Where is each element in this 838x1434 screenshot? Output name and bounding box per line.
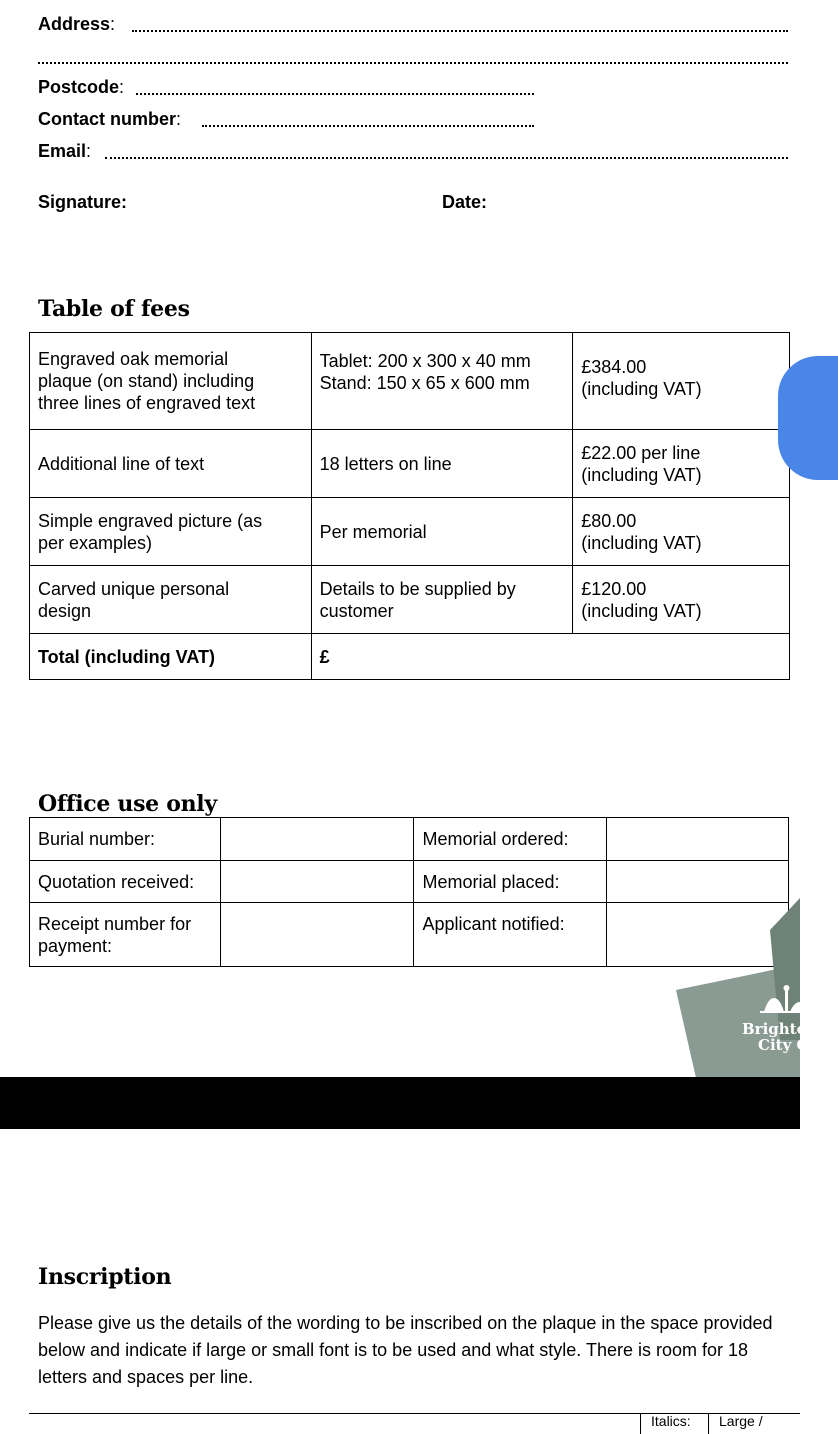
fees-item-text: per examples) bbox=[38, 532, 153, 553]
applicant-notified-label: Applicant notified: bbox=[414, 903, 607, 967]
fees-detail-cell bbox=[311, 498, 573, 566]
fees-row-additional-line bbox=[30, 430, 790, 498]
receipt-number-field[interactable] bbox=[220, 903, 414, 967]
fees-row-total bbox=[30, 634, 790, 680]
fees-item-text: three lines of engraved text bbox=[38, 393, 256, 413]
contact-number-dotted-line[interactable] bbox=[202, 125, 534, 127]
logo-text-line2: City C bbox=[758, 1036, 809, 1054]
inscription-table bbox=[29, 1413, 800, 1434]
address-dotted-line-2[interactable] bbox=[38, 62, 788, 64]
fees-price-text: £384.00 bbox=[581, 357, 647, 377]
fees-price-text: (including VAT) bbox=[581, 532, 702, 553]
fees-detail-text: customer bbox=[319, 600, 394, 621]
inscription-instructions: Please give us the details of the wording to be inscribed on the plaque in the space provided below and indicate if large or small font is to be used and what style. There is room for 18 letters and spaces per line. bbox=[38, 1313, 773, 1387]
fees-table bbox=[29, 332, 790, 680]
fees-price-text: £80.00 bbox=[581, 510, 637, 531]
office-use-title: Office use only bbox=[38, 791, 217, 817]
postcode-dotted-line[interactable] bbox=[136, 93, 534, 95]
fees-detail-text: Details to be supplied by bbox=[319, 578, 516, 599]
fees-price-cell bbox=[573, 498, 790, 566]
council-logo bbox=[672, 890, 818, 1078]
office-row-1 bbox=[30, 818, 789, 861]
quotation-received-label: Quotation received: bbox=[30, 861, 221, 903]
fees-total-label: Total (including VAT) bbox=[30, 634, 312, 680]
fees-item-text: Additional line of text bbox=[38, 453, 205, 474]
side-tab-handle[interactable] bbox=[778, 356, 838, 480]
large-small-column-header: Large / bbox=[708, 1414, 763, 1434]
receipt-number-label-line: Receipt number for bbox=[38, 914, 192, 934]
address-dotted-line-1[interactable] bbox=[132, 30, 788, 32]
fees-detail-cell bbox=[311, 566, 573, 634]
fees-price-cell bbox=[573, 333, 790, 430]
fees-item-cell bbox=[30, 498, 312, 566]
fees-price-text: (including VAT) bbox=[581, 600, 702, 621]
fees-total-value-field[interactable]: £ bbox=[311, 634, 789, 680]
burial-number-field[interactable] bbox=[220, 818, 414, 861]
fees-item-text: Engraved oak memorial bbox=[38, 349, 229, 369]
fees-item-cell bbox=[30, 566, 312, 634]
fees-detail-text: Tablet: 200 x 300 x 40 mm bbox=[319, 351, 531, 371]
memorial-ordered-label: Memorial ordered: bbox=[414, 818, 607, 861]
fees-item-cell bbox=[30, 430, 312, 498]
quotation-received-field[interactable] bbox=[220, 861, 414, 903]
burial-number-label: Burial number: bbox=[30, 818, 221, 861]
fees-price-text: (including VAT) bbox=[581, 464, 702, 485]
logo-text-line1: Brighton bbox=[742, 1020, 818, 1038]
signature-label: Signature: bbox=[38, 192, 128, 212]
postcode-field-label: Postcode: bbox=[38, 77, 125, 97]
fees-detail-text: Stand: 150 x 65 x 600 mm bbox=[319, 373, 530, 393]
page-break-band bbox=[0, 1077, 800, 1129]
fees-detail-text: 18 letters on line bbox=[319, 453, 452, 474]
fees-row-carved-design bbox=[30, 566, 790, 634]
email-field-label: Email: bbox=[38, 141, 92, 161]
email-dotted-line[interactable] bbox=[105, 157, 788, 159]
fees-price-cell bbox=[573, 566, 790, 634]
fees-item-text: Simple engraved picture (as bbox=[38, 510, 263, 531]
receipt-number-label bbox=[30, 903, 221, 967]
fees-price-cell bbox=[573, 430, 790, 498]
inscription-title: Inscription bbox=[38, 1264, 172, 1290]
fees-item-text: Carved unique personal bbox=[38, 578, 230, 599]
italics-column-header: Italics: bbox=[640, 1414, 691, 1434]
address-field-label: Address: bbox=[38, 14, 116, 34]
fees-table-title: Table of fees bbox=[38, 296, 190, 322]
fees-item-text: plaque (on stand) including bbox=[38, 371, 255, 391]
fees-detail-cell bbox=[311, 333, 573, 430]
fees-row-engraved-picture bbox=[30, 498, 790, 566]
fees-row-oak-plaque bbox=[30, 333, 790, 430]
memorial-ordered-field[interactable] bbox=[607, 818, 789, 861]
receipt-number-label-line: payment: bbox=[38, 936, 113, 956]
contact-number-field-label: Contact number: bbox=[38, 109, 182, 129]
memorial-placed-label: Memorial placed: bbox=[414, 861, 607, 903]
fees-price-text: £22.00 per line bbox=[581, 442, 701, 463]
fees-price-text: £120.00 bbox=[581, 578, 647, 599]
fees-item-cell bbox=[30, 333, 312, 430]
council-logo-graphic bbox=[672, 890, 818, 1078]
fees-detail-cell bbox=[311, 430, 573, 498]
fees-item-text: design bbox=[38, 600, 92, 621]
fees-detail-text: Per memorial bbox=[319, 521, 427, 542]
date-label: Date: bbox=[442, 192, 488, 212]
fees-price-text: (including VAT) bbox=[581, 379, 702, 399]
